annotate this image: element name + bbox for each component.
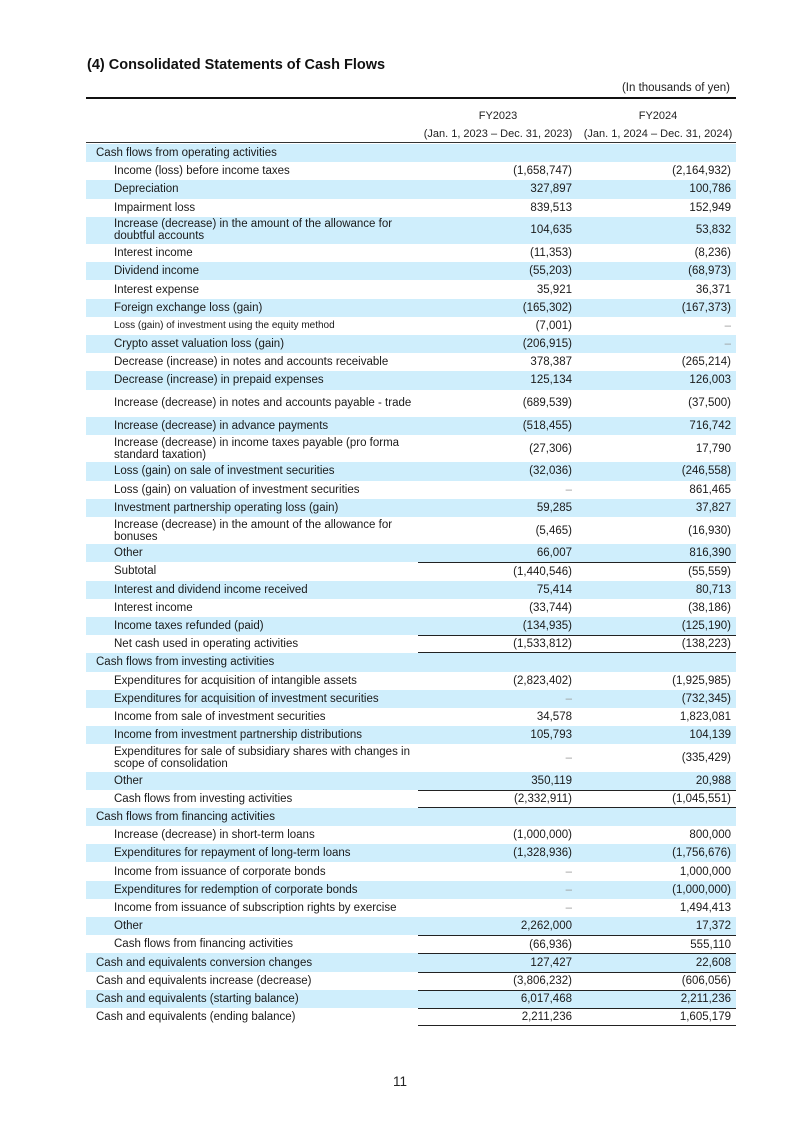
row-label: Interest income — [114, 601, 193, 614]
table-row — [86, 690, 736, 708]
value-fy2023: 6,017,468 — [418, 990, 577, 1008]
value-fy2024: (138,223) — [577, 635, 736, 653]
value-fy2024: 152,949 — [689, 201, 731, 214]
table-row — [86, 162, 736, 180]
value-fy2023: 75,414 — [536, 583, 572, 596]
row-label: Interest expense — [114, 283, 200, 296]
value-fy2024: 816,390 — [689, 547, 731, 560]
value-fy2024: 53,832 — [695, 224, 731, 237]
value-fy2023: 104,635 — [530, 224, 572, 237]
value-fy2024: (8,236) — [694, 247, 731, 260]
row-label: Cash flows from financing activities — [96, 811, 275, 824]
row-label: Increase (decrease) in notes and accounts payable - trade — [114, 397, 412, 410]
table-row — [86, 544, 736, 562]
value-fy2023: 350,119 — [531, 774, 572, 787]
row-label: Impairment loss — [114, 201, 196, 214]
header-rule — [86, 142, 736, 143]
value-fy2023: (165,302) — [522, 301, 572, 314]
row-label: Income taxes refunded (paid) — [114, 620, 264, 633]
table-row — [86, 635, 736, 653]
value-fy2024 — [577, 653, 736, 671]
table-row — [86, 180, 736, 198]
table-row — [86, 844, 736, 862]
row-label: Other — [114, 547, 143, 560]
row-label: Cash flows from investing activities — [114, 792, 293, 805]
row-label: Income from sale of investment securities — [114, 710, 326, 723]
value-fy2024: (1,756,676) — [672, 847, 731, 860]
value-fy2023: – — [565, 865, 572, 878]
table-row — [86, 617, 736, 635]
value-fy2023: (27,306) — [529, 442, 572, 455]
row-label: Cash flows from investing activities — [96, 656, 275, 669]
value-fy2024: (265,214) — [681, 356, 731, 369]
row-label: Income from issuance of subscription rights by exercise — [114, 901, 397, 914]
row-label: Crypto asset valuation loss (gain) — [114, 338, 285, 351]
table-row — [86, 371, 736, 389]
value-fy2024: 555,110 — [577, 935, 736, 953]
value-fy2024: (2,164,932) — [672, 165, 731, 178]
table-row — [86, 199, 736, 217]
value-fy2023: (2,332,911) — [418, 790, 577, 808]
column-period: (Jan. 1, 2024 – Dec. 31, 2024) — [583, 128, 733, 140]
row-label: Expenditures for redemption of corporate bonds — [114, 883, 358, 896]
table-row — [86, 881, 736, 899]
unit-note: (In thousands of yen) — [621, 82, 730, 94]
table-row — [86, 935, 736, 953]
page-number: 11 — [392, 1074, 407, 1089]
table-row — [86, 708, 736, 726]
table-row — [86, 280, 736, 298]
value-fy2023: 2,211,236 — [418, 1008, 577, 1026]
section-row — [86, 972, 736, 990]
value-fy2024: 716,742 — [689, 419, 731, 432]
value-fy2023: – — [565, 483, 572, 496]
table-row — [86, 435, 736, 462]
row-label: Expenditures for repayment of long-term loans — [114, 847, 351, 860]
row-label: Subtotal — [114, 565, 157, 578]
table-row — [86, 299, 736, 317]
row-label: Cash and equivalents conversion changes — [96, 956, 313, 969]
value-fy2024: 1,823,081 — [679, 710, 731, 723]
row-label: Cash and equivalents (starting balance) — [96, 992, 299, 1005]
value-fy2023: 34,578 — [536, 710, 572, 723]
value-fy2023: (1,440,546) — [418, 562, 577, 580]
row-label: Decrease (increase) in notes and accounts receivable — [114, 356, 389, 369]
value-fy2024: (732,345) — [681, 692, 731, 705]
row-label: Loss (gain) of investment using the equity method — [114, 319, 335, 331]
top-rule — [86, 97, 736, 99]
table-row — [86, 899, 736, 917]
value-fy2023 — [418, 144, 577, 162]
value-fy2023: (66,936) — [418, 935, 577, 953]
row-label: Investment partnership operating loss (gain) — [114, 501, 339, 514]
table-row — [86, 317, 736, 335]
value-fy2023: (1,328,936) — [513, 847, 572, 860]
value-fy2024: (246,558) — [681, 465, 731, 478]
value-fy2023: 327,897 — [530, 183, 572, 196]
value-fy2024: 2,211,236 — [577, 990, 736, 1008]
value-fy2023: (55,203) — [529, 265, 572, 278]
column-period: (Jan. 1, 2023 – Dec. 31, 2023) — [423, 128, 573, 140]
value-fy2024: (167,373) — [681, 301, 731, 314]
value-fy2023: – — [565, 751, 572, 764]
row-label: Loss (gain) on valuation of investment securities — [114, 483, 360, 496]
value-fy2024: (68,973) — [688, 265, 731, 278]
value-fy2024: 100,786 — [689, 183, 731, 196]
value-fy2024: (16,930) — [688, 524, 731, 537]
value-fy2024: – — [724, 338, 731, 351]
value-fy2023: (1,533,812) — [418, 635, 577, 653]
value-fy2023: 378,387 — [530, 356, 572, 369]
value-fy2023: (689,539) — [522, 397, 572, 410]
section-row — [86, 653, 736, 671]
value-fy2024: 80,713 — [695, 583, 731, 596]
row-label: Increase (decrease) in income taxes payable (pro forma standard taxation) — [114, 436, 400, 461]
value-fy2023: (1,658,747) — [513, 165, 572, 178]
table-row — [86, 599, 736, 617]
table-row — [86, 744, 736, 771]
row-label: Other — [114, 774, 143, 787]
table-row — [86, 826, 736, 844]
value-fy2024: (1,925,985) — [672, 674, 731, 687]
section-row — [86, 990, 736, 1008]
value-fy2023: 105,793 — [530, 729, 572, 742]
value-fy2024: 104,139 — [689, 729, 731, 742]
value-fy2023: 127,427 — [418, 953, 577, 971]
value-fy2024: (125,190) — [681, 620, 731, 633]
value-fy2024: – — [724, 319, 731, 332]
row-label: Net cash used in operating activities — [114, 638, 299, 651]
value-fy2023: 839,513 — [530, 201, 572, 214]
table-row — [86, 417, 736, 435]
value-fy2023: 35,921 — [536, 283, 572, 296]
row-label: Interest income — [114, 247, 193, 260]
table-row — [86, 562, 736, 580]
row-label: Increase (decrease) in the amount of the allowance for bonuses — [114, 518, 393, 543]
value-fy2024: (1,045,551) — [577, 790, 736, 808]
cash-flow-table — [86, 144, 736, 1026]
column-header-fy2024 — [578, 107, 738, 143]
value-fy2024: 1,605,179 — [577, 1008, 736, 1026]
table-row — [86, 462, 736, 480]
value-fy2024: 126,003 — [689, 374, 731, 387]
row-label: Expenditures for acquisition of investment securities — [114, 692, 379, 705]
table-row — [86, 262, 736, 280]
value-fy2024: 20,988 — [695, 774, 731, 787]
value-fy2024: 861,465 — [689, 483, 731, 496]
value-fy2024 — [577, 144, 736, 162]
row-label: Income from issuance of corporate bonds — [114, 865, 326, 878]
value-fy2024: (37,500) — [688, 397, 731, 410]
row-label: Other — [114, 920, 143, 933]
value-fy2024: 17,790 — [695, 442, 731, 455]
row-label: Depreciation — [114, 183, 179, 196]
row-label: Loss (gain) on sale of investment securities — [114, 465, 335, 478]
value-fy2023: 125,134 — [530, 374, 572, 387]
row-label: Income from investment partnership distributions — [114, 729, 362, 742]
value-fy2024: (1,000,000) — [672, 883, 731, 896]
value-fy2023: (3,806,232) — [418, 972, 577, 990]
table-row — [86, 353, 736, 371]
section-row — [86, 808, 736, 826]
value-fy2023: – — [565, 883, 572, 896]
section-row — [86, 144, 736, 162]
value-fy2024: 17,372 — [695, 920, 731, 933]
column-year: FY2023 — [478, 110, 518, 122]
table-row — [86, 481, 736, 499]
value-fy2024: (335,429) — [681, 751, 731, 764]
column-year: FY2024 — [638, 110, 678, 122]
table-row — [86, 917, 736, 935]
table-row — [86, 581, 736, 599]
value-fy2023: (134,935) — [522, 620, 572, 633]
value-fy2023: (33,744) — [529, 601, 572, 614]
table-row — [86, 335, 736, 353]
section-row — [86, 953, 736, 971]
value-fy2024: 36,371 — [695, 283, 731, 296]
value-fy2023: 2,262,000 — [520, 920, 572, 933]
row-label: Expenditures for acquisition of intangible assets — [114, 674, 357, 687]
value-fy2023: 59,285 — [536, 501, 572, 514]
value-fy2023: 66,007 — [536, 547, 572, 560]
value-fy2023: (5,465) — [535, 524, 572, 537]
value-fy2024: (38,186) — [688, 601, 731, 614]
page-title: (4) Consolidated Statements of Cash Flows — [87, 57, 386, 73]
row-label: Expenditures for sale of subsidiary shares with changes in scope of consolidation — [114, 745, 410, 770]
table-row — [86, 390, 736, 417]
value-fy2023: (7,001) — [535, 319, 572, 332]
value-fy2024: 1,000,000 — [679, 865, 731, 878]
value-fy2023 — [418, 808, 577, 826]
table-row — [86, 772, 736, 790]
row-label: Increase (decrease) in short-term loans — [114, 829, 315, 842]
table-row — [86, 726, 736, 744]
row-label: Increase (decrease) in advance payments — [114, 419, 329, 432]
value-fy2023: (1,000,000) — [513, 829, 572, 842]
table-row — [86, 217, 736, 244]
table-row — [86, 672, 736, 690]
row-label: Cash flows from operating activities — [96, 147, 277, 160]
row-label: Decrease (increase) in prepaid expenses — [114, 374, 324, 387]
table-row — [86, 244, 736, 262]
value-fy2024: 22,608 — [577, 953, 736, 971]
row-label: Interest and dividend income received — [114, 583, 308, 596]
section-row — [86, 1008, 736, 1026]
value-fy2024 — [577, 808, 736, 826]
column-header-fy2023 — [418, 107, 578, 143]
value-fy2023: (518,455) — [522, 419, 572, 432]
table-row — [86, 499, 736, 517]
row-label: Cash and equivalents (ending balance) — [96, 1011, 296, 1024]
table-row — [86, 862, 736, 880]
value-fy2023: (11,353) — [530, 247, 572, 260]
row-label: Foreign exchange loss (gain) — [114, 301, 263, 314]
value-fy2024: 1,494,413 — [679, 901, 731, 914]
value-fy2023 — [418, 653, 577, 671]
row-label: Increase (decrease) in the amount of the allowance for doubtful accounts — [114, 218, 393, 243]
row-label: Dividend income — [114, 265, 200, 278]
row-label: Cash flows from financing activities — [114, 938, 293, 951]
value-fy2023: – — [565, 692, 572, 705]
value-fy2024: (55,559) — [577, 562, 736, 580]
row-label: Income (loss) before income taxes — [114, 165, 290, 178]
row-label: Cash and equivalents increase (decrease) — [96, 974, 312, 987]
value-fy2024: 37,827 — [695, 501, 731, 514]
value-fy2024: 800,000 — [689, 829, 731, 842]
value-fy2023: (32,036) — [529, 465, 572, 478]
table-row — [86, 790, 736, 808]
value-fy2023: (2,823,402) — [513, 674, 572, 687]
value-fy2024: (606,056) — [577, 972, 736, 990]
value-fy2023: – — [565, 901, 572, 914]
table-row — [86, 517, 736, 544]
value-fy2023: (206,915) — [522, 338, 572, 351]
